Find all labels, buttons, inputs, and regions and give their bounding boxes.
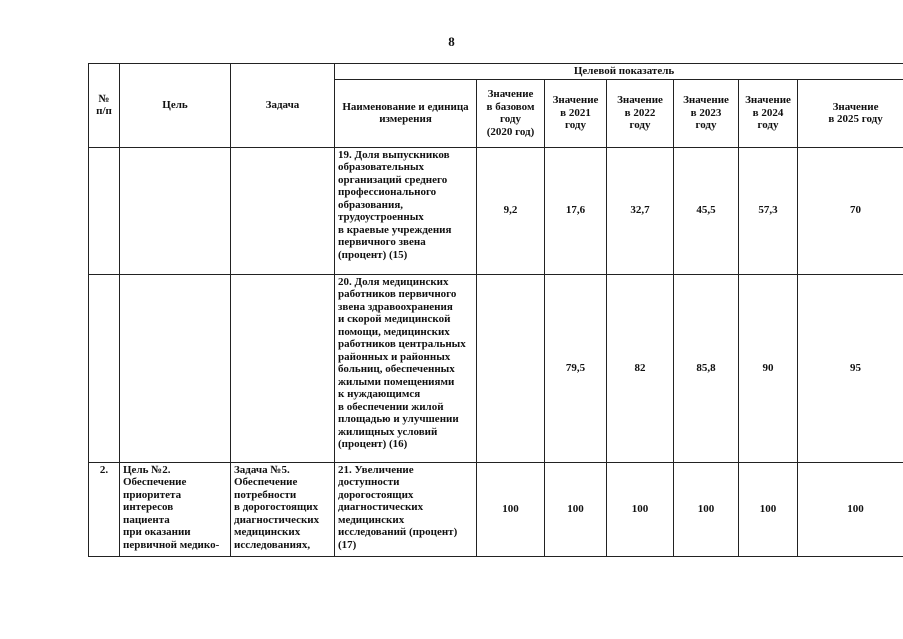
header-target-indicator: Целевой показатель bbox=[335, 64, 903, 80]
value-2025: 100 bbox=[798, 462, 903, 556]
table-row bbox=[89, 274, 903, 462]
row-task: Задача №5. Обеспечение потребности в дорогостоящих диагностических медицинских исследованиях, bbox=[231, 462, 335, 556]
indicator-name: 19. Доля выпускников образовательных организаций среднего профессионального образования, трудоустроенных в краевые учреждения первичного звена (процент) (15) bbox=[335, 147, 477, 274]
value-2022: 82 bbox=[607, 274, 674, 462]
value-2022: 100 bbox=[607, 462, 674, 556]
header-goal: Цель bbox=[120, 64, 231, 148]
header-2025: Значение в 2025 году bbox=[798, 79, 903, 147]
row-goal: Цель №2. Обеспечение приоритета интересов пациента при оказании первичной медико- bbox=[120, 462, 231, 556]
value-2022: 32,7 bbox=[607, 147, 674, 274]
row-goal bbox=[120, 274, 231, 462]
target-indicators-table bbox=[88, 63, 903, 557]
table-row bbox=[89, 147, 903, 274]
value-2024: 90 bbox=[739, 274, 798, 462]
header-2023: Значение в 2023 году bbox=[674, 79, 739, 147]
value-2021: 100 bbox=[545, 462, 607, 556]
value-2023: 85,8 bbox=[674, 274, 739, 462]
row-goal bbox=[120, 147, 231, 274]
row-task bbox=[231, 147, 335, 274]
value-base: 9,2 bbox=[477, 147, 545, 274]
indicator-name: 20. Доля медицинских работников первичного звена здравоохранения и скорой медицинской помощи, медицинских работников центральных районных и районных больниц, обеспеченных жилыми помещениями к нуждающимся в обеспечении жилой площадью и улучшении жилищных условий (процент) (16) bbox=[335, 274, 477, 462]
header-2022: Значение в 2022 году bbox=[607, 79, 674, 147]
indicator-name: 21. Увеличение доступности дорогостоящих диагностических медицинских исследований (процент) (17) bbox=[335, 462, 477, 556]
value-base bbox=[477, 274, 545, 462]
value-base: 100 bbox=[477, 462, 545, 556]
header-indicator-name: Наименование и единица измерения bbox=[335, 79, 477, 147]
header-task: Задача bbox=[231, 64, 335, 148]
header-2021: Значение в 2021 году bbox=[545, 79, 607, 147]
value-2023: 45,5 bbox=[674, 147, 739, 274]
page-number: 8 bbox=[448, 34, 455, 49]
row-number bbox=[89, 274, 120, 462]
value-2023: 100 bbox=[674, 462, 739, 556]
value-2025: 70 bbox=[798, 147, 903, 274]
value-2024: 57,3 bbox=[739, 147, 798, 274]
value-2024: 100 bbox=[739, 462, 798, 556]
row-task bbox=[231, 274, 335, 462]
header-base-year: Значение в базовом году (2020 год) bbox=[477, 79, 545, 147]
row-number bbox=[89, 147, 120, 274]
header-row-top bbox=[89, 64, 903, 80]
header-number: № п/п bbox=[89, 64, 120, 148]
header-2024: Значение в 2024 году bbox=[739, 79, 798, 147]
table-row bbox=[89, 462, 903, 556]
value-2021: 79,5 bbox=[545, 274, 607, 462]
value-2021: 17,6 bbox=[545, 147, 607, 274]
row-number: 2. bbox=[89, 462, 120, 556]
value-2025: 95 bbox=[798, 274, 903, 462]
